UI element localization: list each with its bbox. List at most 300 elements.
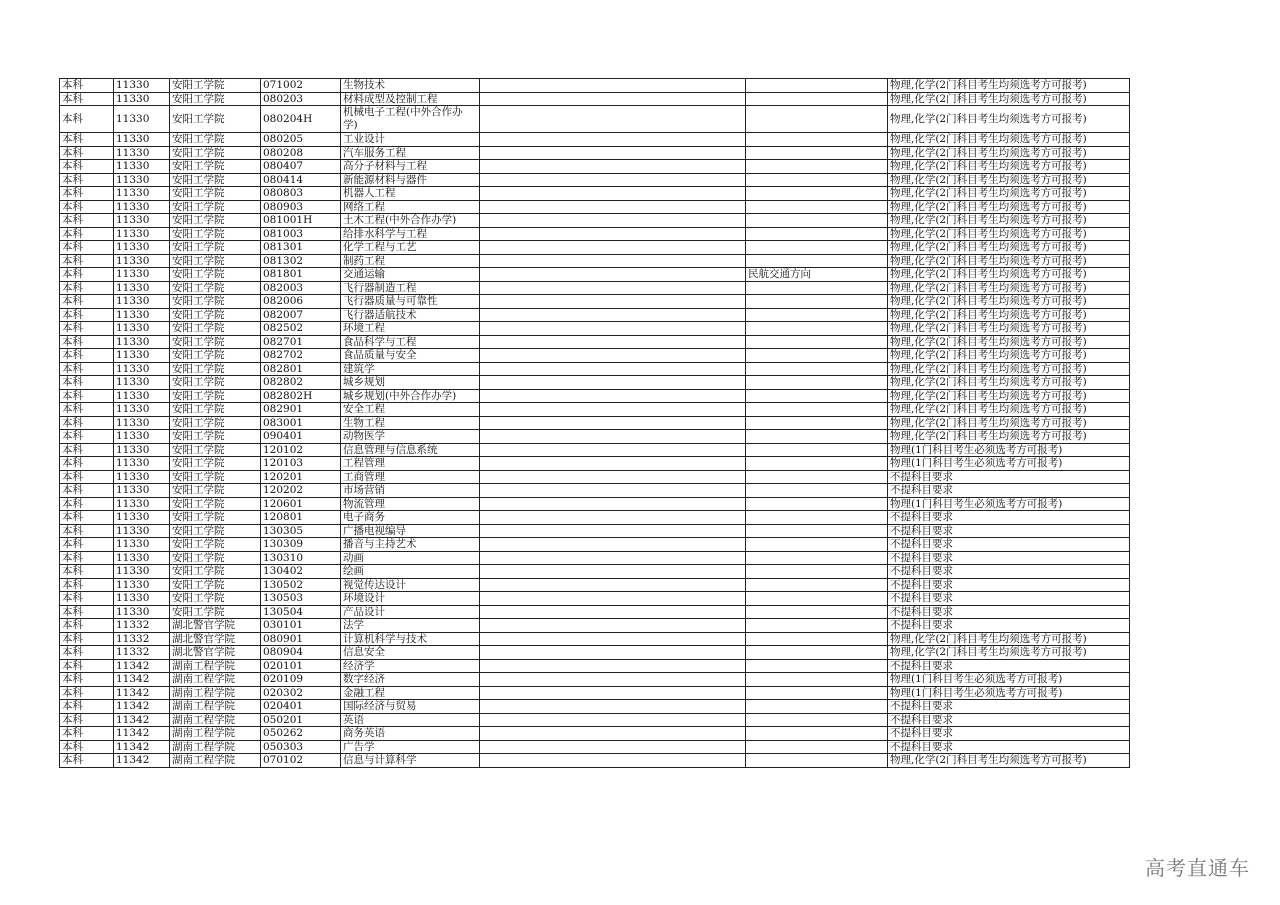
level-cell: 本科 [60,605,114,619]
major-code-cell: 082003 [261,281,341,295]
direction-cell [746,133,888,147]
direction-cell [746,349,888,363]
school-name-cell: 安阳工学院 [170,227,261,241]
school-code-cell: 11330 [114,538,170,552]
table-row [60,106,1130,133]
direction-cell [746,686,888,700]
enrollment-table [59,78,1130,768]
direction-cell [746,592,888,606]
direction-cell [746,241,888,255]
major-name-cell: 广播电视编导 [341,524,480,538]
direction-cell [746,416,888,430]
direction-cell [746,308,888,322]
note-cell [480,146,746,160]
note-cell [480,322,746,336]
school-name-cell: 安阳工学院 [170,551,261,565]
major-code-cell: 130310 [261,551,341,565]
note-cell [480,376,746,390]
school-name-cell: 安阳工学院 [170,565,261,579]
subject-requirement-cell: 物理,化学(2门科目考生均须选考方可报考) [888,281,1130,295]
school-name-cell: 安阳工学院 [170,484,261,498]
major-name-cell: 物流管理 [341,497,480,511]
school-name-cell: 安阳工学院 [170,146,261,160]
school-code-cell: 11330 [114,484,170,498]
major-code-cell: 082901 [261,403,341,417]
school-code-cell: 11330 [114,551,170,565]
school-code-cell: 11330 [114,376,170,390]
level-cell: 本科 [60,268,114,282]
subject-requirement-cell: 不提科目要求 [888,727,1130,741]
major-name-cell: 英语 [341,713,480,727]
level-cell: 本科 [60,578,114,592]
school-name-cell: 湖南工程学院 [170,700,261,714]
note-cell [480,619,746,633]
school-code-cell: 11330 [114,173,170,187]
major-code-cell: 020109 [261,673,341,687]
subject-requirement-cell: 物理,化学(2门科目考生均须选考方可报考) [888,389,1130,403]
direction-cell [746,295,888,309]
major-code-cell: 082802 [261,376,341,390]
note-cell [480,335,746,349]
major-code-cell: 080803 [261,187,341,201]
table-row [60,133,1130,147]
table-row [60,497,1130,511]
table-row [60,79,1130,93]
major-name-cell: 化学工程与工艺 [341,241,480,255]
level-cell: 本科 [60,295,114,309]
school-name-cell: 安阳工学院 [170,322,261,336]
direction-cell [746,389,888,403]
school-name-cell: 安阳工学院 [170,281,261,295]
subject-requirement-cell: 物理,化学(2门科目考生均须选考方可报考) [888,241,1130,255]
level-cell: 本科 [60,281,114,295]
major-name-cell: 机器人工程 [341,187,480,201]
note-cell [480,160,746,174]
direction-cell [746,403,888,417]
subject-requirement-cell: 不提科目要求 [888,524,1130,538]
major-code-cell: 080414 [261,173,341,187]
level-cell: 本科 [60,673,114,687]
school-name-cell: 安阳工学院 [170,308,261,322]
school-code-cell: 11342 [114,727,170,741]
note-cell [480,713,746,727]
note-cell [480,673,746,687]
note-cell [480,538,746,552]
school-code-cell: 11330 [114,241,170,255]
subject-requirement-cell: 物理,化学(2门科目考生均须选考方可报考) [888,79,1130,93]
direction-cell [746,214,888,228]
subject-requirement-cell: 物理,化学(2门科目考生均须选考方可报考) [888,227,1130,241]
note-cell [480,605,746,619]
table-row [60,524,1130,538]
major-code-cell: 050201 [261,713,341,727]
major-code-cell: 081301 [261,241,341,255]
school-name-cell: 湖北警官学院 [170,619,261,633]
school-code-cell: 11330 [114,214,170,228]
major-code-cell: 080901 [261,632,341,646]
school-name-cell: 湖北警官学院 [170,632,261,646]
school-code-cell: 11342 [114,659,170,673]
school-name-cell: 安阳工学院 [170,457,261,471]
major-code-cell: 120201 [261,470,341,484]
school-code-cell: 11330 [114,106,170,133]
school-code-cell: 11330 [114,443,170,457]
school-code-cell: 11330 [114,605,170,619]
subject-requirement-cell: 物理(1门科目考生必须选考方可报考) [888,673,1130,687]
school-code-cell: 11330 [114,497,170,511]
table-row [60,416,1130,430]
major-code-cell: 130402 [261,565,341,579]
level-cell: 本科 [60,484,114,498]
subject-requirement-cell: 物理,化学(2门科目考生均须选考方可报考) [888,416,1130,430]
direction-cell [746,281,888,295]
school-code-cell: 11342 [114,713,170,727]
table-row [60,538,1130,552]
direction-cell [746,619,888,633]
major-name-cell: 环境工程 [341,322,480,336]
table-row [60,551,1130,565]
major-name-cell: 数字经济 [341,673,480,687]
table-row [60,619,1130,633]
major-code-cell: 130309 [261,538,341,552]
table-row [60,713,1130,727]
direction-cell [746,160,888,174]
major-name-cell: 动物医学 [341,430,480,444]
major-code-cell: 082006 [261,295,341,309]
direction-cell [746,673,888,687]
subject-requirement-cell: 物理,化学(2门科目考生均须选考方可报考) [888,376,1130,390]
subject-requirement-cell: 物理,化学(2门科目考生均须选考方可报考) [888,254,1130,268]
note-cell [480,92,746,106]
school-name-cell: 安阳工学院 [170,241,261,255]
major-name-cell: 生物技术 [341,79,480,93]
major-code-cell: 082701 [261,335,341,349]
subject-requirement-cell: 物理,化学(2门科目考生均须选考方可报考) [888,268,1130,282]
major-code-cell: 120601 [261,497,341,511]
subject-requirement-cell: 物理,化学(2门科目考生均须选考方可报考) [888,173,1130,187]
school-name-cell: 安阳工学院 [170,106,261,133]
level-cell: 本科 [60,511,114,525]
direction-cell [746,362,888,376]
note-cell [480,457,746,471]
direction-cell [746,551,888,565]
school-code-cell: 11330 [114,146,170,160]
major-code-cell: 050262 [261,727,341,741]
subject-requirement-cell: 物理,化学(2门科目考生均须选考方可报考) [888,754,1130,768]
major-name-cell: 城乡规划(中外合作办学) [341,389,480,403]
table-row [60,254,1130,268]
school-code-cell: 11330 [114,511,170,525]
level-cell: 本科 [60,740,114,754]
direction-cell [746,200,888,214]
major-name-cell: 金融工程 [341,686,480,700]
direction-cell [746,335,888,349]
school-code-cell: 11330 [114,268,170,282]
major-code-cell: 081302 [261,254,341,268]
subject-requirement-cell: 不提科目要求 [888,470,1130,484]
major-name-cell: 播音与主持艺术 [341,538,480,552]
school-name-cell: 安阳工学院 [170,592,261,606]
level-cell: 本科 [60,160,114,174]
subject-requirement-cell: 物理,化学(2门科目考生均须选考方可报考) [888,187,1130,201]
subject-requirement-cell: 物理,化学(2门科目考生均须选考方可报考) [888,295,1130,309]
table-row [60,214,1130,228]
subject-requirement-cell: 物理,化学(2门科目考生均须选考方可报考) [888,349,1130,363]
level-cell: 本科 [60,227,114,241]
subject-requirement-cell: 物理,化学(2门科目考生均须选考方可报考) [888,200,1130,214]
level-cell: 本科 [60,308,114,322]
subject-requirement-cell: 不提科目要求 [888,551,1130,565]
major-code-cell: 080208 [261,146,341,160]
major-name-cell: 飞行器制造工程 [341,281,480,295]
school-name-cell: 安阳工学院 [170,214,261,228]
school-code-cell: 11330 [114,160,170,174]
major-code-cell: 120801 [261,511,341,525]
major-name-cell: 信息安全 [341,646,480,660]
note-cell [480,470,746,484]
school-name-cell: 湖北警官学院 [170,646,261,660]
school-name-cell: 安阳工学院 [170,511,261,525]
subject-requirement-cell: 物理(1门科目考生必须选考方可报考) [888,457,1130,471]
school-name-cell: 安阳工学院 [170,443,261,457]
school-name-cell: 安阳工学院 [170,524,261,538]
note-cell [480,241,746,255]
major-name-cell: 飞行器适航技术 [341,308,480,322]
school-name-cell: 湖南工程学院 [170,740,261,754]
school-code-cell: 11330 [114,308,170,322]
direction-cell [746,227,888,241]
note-cell [480,362,746,376]
level-cell: 本科 [60,403,114,417]
direction-cell [746,700,888,714]
school-code-cell: 11332 [114,619,170,633]
subject-requirement-cell: 不提科目要求 [888,484,1130,498]
table-row [60,376,1130,390]
level-cell: 本科 [60,173,114,187]
subject-requirement-cell: 不提科目要求 [888,565,1130,579]
table-row [60,241,1130,255]
level-cell: 本科 [60,79,114,93]
direction-cell [746,538,888,552]
note-cell [480,308,746,322]
level-cell: 本科 [60,200,114,214]
subject-requirement-cell: 物理,化学(2门科目考生均须选考方可报考) [888,214,1130,228]
level-cell: 本科 [60,349,114,363]
table-row [60,592,1130,606]
major-name-cell: 绘画 [341,565,480,579]
level-cell: 本科 [60,497,114,511]
table-row [60,335,1130,349]
direction-cell [746,457,888,471]
school-code-cell: 11342 [114,700,170,714]
school-name-cell: 湖南工程学院 [170,754,261,768]
subject-requirement-cell: 物理,化学(2门科目考生均须选考方可报考) [888,362,1130,376]
direction-cell [746,727,888,741]
subject-requirement-cell: 物理,化学(2门科目考生均须选考方可报考) [888,430,1130,444]
major-name-cell: 工商管理 [341,470,480,484]
direction-cell [746,754,888,768]
table-row [60,686,1130,700]
major-name-cell: 食品质量与安全 [341,349,480,363]
major-code-cell: 080407 [261,160,341,174]
table-row [60,605,1130,619]
major-name-cell: 网络工程 [341,200,480,214]
level-cell: 本科 [60,92,114,106]
major-code-cell: 130502 [261,578,341,592]
subject-requirement-cell: 物理,化学(2门科目考生均须选考方可报考) [888,133,1130,147]
table-row [60,673,1130,687]
school-name-cell: 安阳工学院 [170,160,261,174]
direction-cell [746,254,888,268]
major-name-cell: 食品科学与工程 [341,335,480,349]
note-cell [480,403,746,417]
note-cell [480,740,746,754]
school-name-cell: 安阳工学院 [170,389,261,403]
direction-cell [746,106,888,133]
major-name-cell: 法学 [341,619,480,633]
level-cell: 本科 [60,538,114,552]
subject-requirement-cell: 不提科目要求 [888,605,1130,619]
table-row [60,268,1130,282]
school-name-cell: 湖南工程学院 [170,686,261,700]
direction-cell [746,740,888,754]
school-name-cell: 安阳工学院 [170,200,261,214]
note-cell [480,686,746,700]
major-code-cell: 083001 [261,416,341,430]
major-name-cell: 飞行器质量与可靠性 [341,295,480,309]
school-name-cell: 安阳工学院 [170,362,261,376]
school-code-cell: 11330 [114,349,170,363]
school-code-cell: 11342 [114,754,170,768]
school-name-cell: 安阳工学院 [170,470,261,484]
major-code-cell: 081001H [261,214,341,228]
direction-cell [746,92,888,106]
major-name-cell: 商务英语 [341,727,480,741]
school-name-cell: 安阳工学院 [170,254,261,268]
level-cell: 本科 [60,389,114,403]
major-code-cell: 080904 [261,646,341,660]
note-cell [480,389,746,403]
note-cell [480,106,746,133]
subject-requirement-cell: 物理,化学(2门科目考生均须选考方可报考) [888,92,1130,106]
subject-requirement-cell: 物理,化学(2门科目考生均须选考方可报考) [888,308,1130,322]
note-cell [480,578,746,592]
level-cell: 本科 [60,416,114,430]
note-cell [480,281,746,295]
level-cell: 本科 [60,241,114,255]
subject-requirement-cell: 物理,化学(2门科目考生均须选考方可报考) [888,146,1130,160]
major-name-cell: 新能源材料与器件 [341,173,480,187]
table-row [60,646,1130,660]
school-code-cell: 11330 [114,92,170,106]
table-row [60,295,1130,309]
major-name-cell: 信息管理与信息系统 [341,443,480,457]
table-row [60,349,1130,363]
table-row [60,727,1130,741]
direction-cell [746,632,888,646]
subject-requirement-cell: 不提科目要求 [888,538,1130,552]
school-name-cell: 安阳工学院 [170,578,261,592]
school-name-cell: 湖南工程学院 [170,713,261,727]
subject-requirement-cell: 不提科目要求 [888,659,1130,673]
direction-cell [746,484,888,498]
note-cell [480,592,746,606]
subject-requirement-cell: 物理,化学(2门科目考生均须选考方可报考) [888,335,1130,349]
major-name-cell: 制药工程 [341,254,480,268]
direction-cell [746,146,888,160]
direction-cell [746,605,888,619]
subject-requirement-cell: 物理(1门科目考生必须选考方可报考) [888,497,1130,511]
subject-requirement-cell: 不提科目要求 [888,578,1130,592]
major-code-cell: 020101 [261,659,341,673]
school-code-cell: 11330 [114,335,170,349]
direction-cell [746,578,888,592]
major-name-cell: 交通运输 [341,268,480,282]
school-name-cell: 安阳工学院 [170,349,261,363]
school-name-cell: 安阳工学院 [170,430,261,444]
table-row [60,281,1130,295]
level-cell: 本科 [60,646,114,660]
major-code-cell: 120102 [261,443,341,457]
major-name-cell: 工程管理 [341,457,480,471]
major-code-cell: 081003 [261,227,341,241]
major-code-cell: 082801 [261,362,341,376]
level-cell: 本科 [60,322,114,336]
school-code-cell: 11330 [114,578,170,592]
subject-requirement-cell: 物理,化学(2门科目考生均须选考方可报考) [888,160,1130,174]
school-name-cell: 安阳工学院 [170,335,261,349]
table-row [60,403,1130,417]
major-code-cell: 050303 [261,740,341,754]
major-name-cell: 环境设计 [341,592,480,606]
school-code-cell: 11332 [114,646,170,660]
table-row [60,160,1130,174]
level-cell: 本科 [60,619,114,633]
school-code-cell: 11330 [114,133,170,147]
school-name-cell: 湖南工程学院 [170,727,261,741]
note-cell [480,700,746,714]
school-code-cell: 11330 [114,524,170,538]
note-cell [480,524,746,538]
school-name-cell: 安阳工学院 [170,605,261,619]
major-code-cell: 080203 [261,92,341,106]
school-code-cell: 11330 [114,416,170,430]
subject-requirement-cell: 物理,化学(2门科目考生均须选考方可报考) [888,632,1130,646]
note-cell [480,727,746,741]
school-name-cell: 安阳工学院 [170,173,261,187]
school-code-cell: 11330 [114,565,170,579]
level-cell: 本科 [60,551,114,565]
major-name-cell: 经济学 [341,659,480,673]
school-name-cell: 安阳工学院 [170,416,261,430]
level-cell: 本科 [60,146,114,160]
note-cell [480,214,746,228]
school-name-cell: 安阳工学院 [170,187,261,201]
table-row [60,200,1130,214]
level-cell: 本科 [60,214,114,228]
table-row [60,430,1130,444]
direction-cell [746,430,888,444]
major-name-cell: 材料成型及控制工程 [341,92,480,106]
school-name-cell: 安阳工学院 [170,133,261,147]
subject-requirement-cell: 不提科目要求 [888,592,1130,606]
school-code-cell: 11330 [114,592,170,606]
note-cell [480,754,746,768]
major-code-cell: 081801 [261,268,341,282]
direction-cell [746,524,888,538]
major-code-cell: 080205 [261,133,341,147]
major-code-cell: 090401 [261,430,341,444]
